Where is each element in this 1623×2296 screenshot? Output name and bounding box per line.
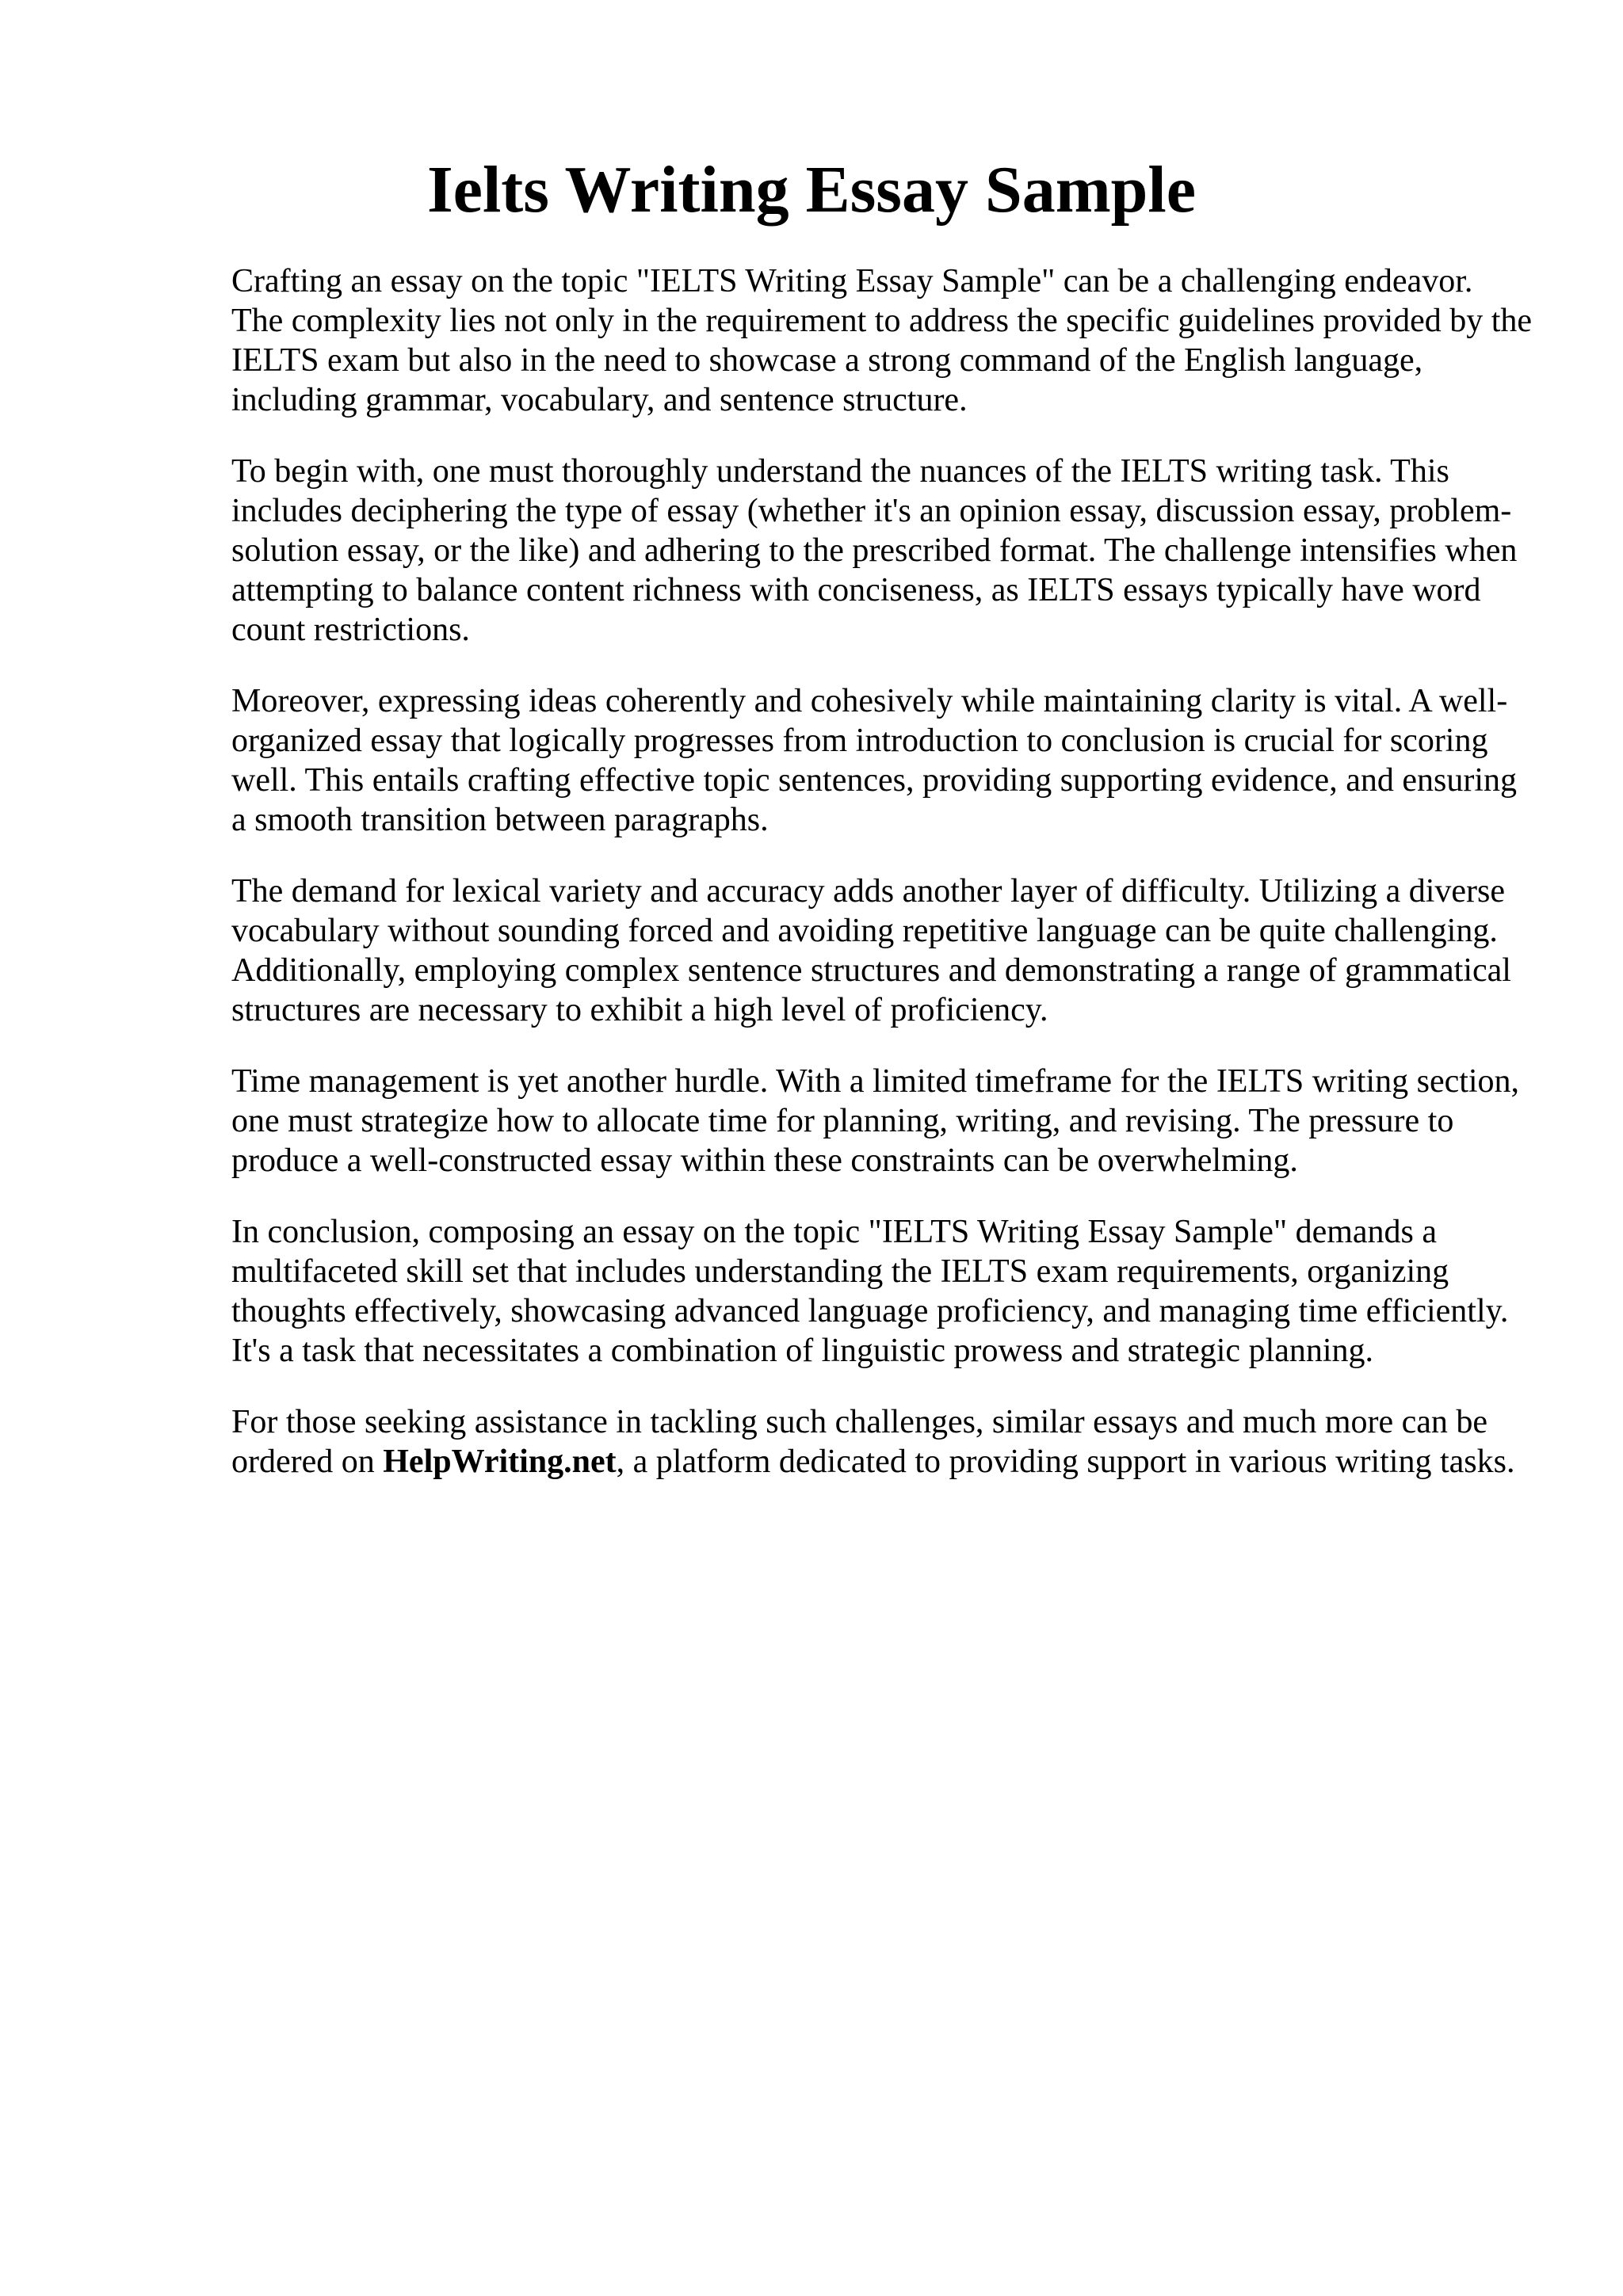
document-body: [231, 261, 1533, 1513]
paragraph-conclusion: [231, 1212, 1520, 1371]
text-line: solution essay, or the like) and adhering to the prescribed format. The challenge intensifies when: [231, 532, 1518, 569]
paragraph-coherence: [231, 681, 1520, 840]
text-line: thoughts effectively, showcasing advanced language proficiency, and managing time efficiently.: [231, 1293, 1509, 1329]
helpwriting-link[interactable]: HelpWriting.net: [383, 1444, 617, 1480]
text-line: The demand for lexical variety and accuracy adds another layer of difficulty. Utilizing a diverse: [231, 873, 1505, 910]
text-line: Time management is yet another hurdle. With a limited timeframe for the IELTS writing section,: [231, 1063, 1520, 1100]
paragraph-intro: [231, 261, 1533, 420]
text-line: Additionally, employing complex sentence structures and demonstrating a range of grammatical: [231, 952, 1511, 989]
text-line: attempting to balance content richness with conciseness, as IELTS essays typically have word: [231, 572, 1481, 608]
text-line: Crafting an essay on the topic "IELTS Writing Essay Sample" can be a challenging endeavor.: [231, 263, 1473, 299]
text-line: In conclusion, composing an essay on the topic "IELTS Writing Essay Sample" demands a: [231, 1214, 1438, 1250]
paragraph-lexical-variety: [231, 871, 1520, 1030]
closing-text-after: , a platform dedicated to providing support in various writing tasks.: [616, 1444, 1515, 1480]
text-line: It's a task that necessitates a combination of linguistic prowess and strategic planning.: [231, 1333, 1374, 1369]
paragraph-task-understanding: [231, 452, 1520, 650]
text-line: vocabulary without sounding forced and avoiding repetitive language can be quite challenging.: [231, 913, 1498, 949]
text-line-with-link: [231, 1442, 1520, 1482]
text-line: a smooth transition between paragraphs.: [231, 802, 769, 838]
text-line: Moreover, expressing ideas coherently and cohesively while maintaining clarity is vital. A well-: [231, 683, 1508, 719]
text-line: produce a well-constructed essay within these constraints can be overwhelming.: [231, 1142, 1298, 1179]
text-line: multifaceted skill set that includes understanding the IELTS exam requirements, organizing: [231, 1253, 1449, 1290]
text-line: including grammar, vocabulary, and sentence structure.: [231, 382, 968, 418]
text-line: For those seeking assistance in tackling such challenges, similar essays and much more can be: [231, 1404, 1488, 1440]
text-line: count restrictions.: [231, 612, 470, 648]
document-title: Ielts Writing Essay Sample: [426, 153, 1197, 227]
text-line: The complexity lies not only in the requirement to address the specific guidelines provided by the: [231, 303, 1533, 339]
closing-text-before: ordered on: [231, 1444, 384, 1480]
text-line: well. This entails crafting effective topic sentences, providing supporting evidence, and ensuring: [231, 762, 1517, 799]
text-line: includes deciphering the type of essay (whether it's an opinion essay, discussion essay, problem-: [231, 493, 1512, 529]
text-line: one must strategize how to allocate time for planning, writing, and revising. The pressure to: [231, 1103, 1454, 1139]
text-line: IELTS exam but also in the need to showcase a strong command of the English language,: [231, 342, 1423, 379]
paragraph-closing: [231, 1402, 1520, 1482]
text-line: To begin with, one must thoroughly understand the nuances of the IELTS writing task. This: [231, 453, 1449, 490]
text-line: organized essay that logically progresses from introduction to conclusion is crucial for scoring: [231, 723, 1488, 759]
paragraph-time-management: [231, 1062, 1520, 1180]
text-line: structures are necessary to exhibit a high level of proficiency.: [231, 992, 1048, 1028]
